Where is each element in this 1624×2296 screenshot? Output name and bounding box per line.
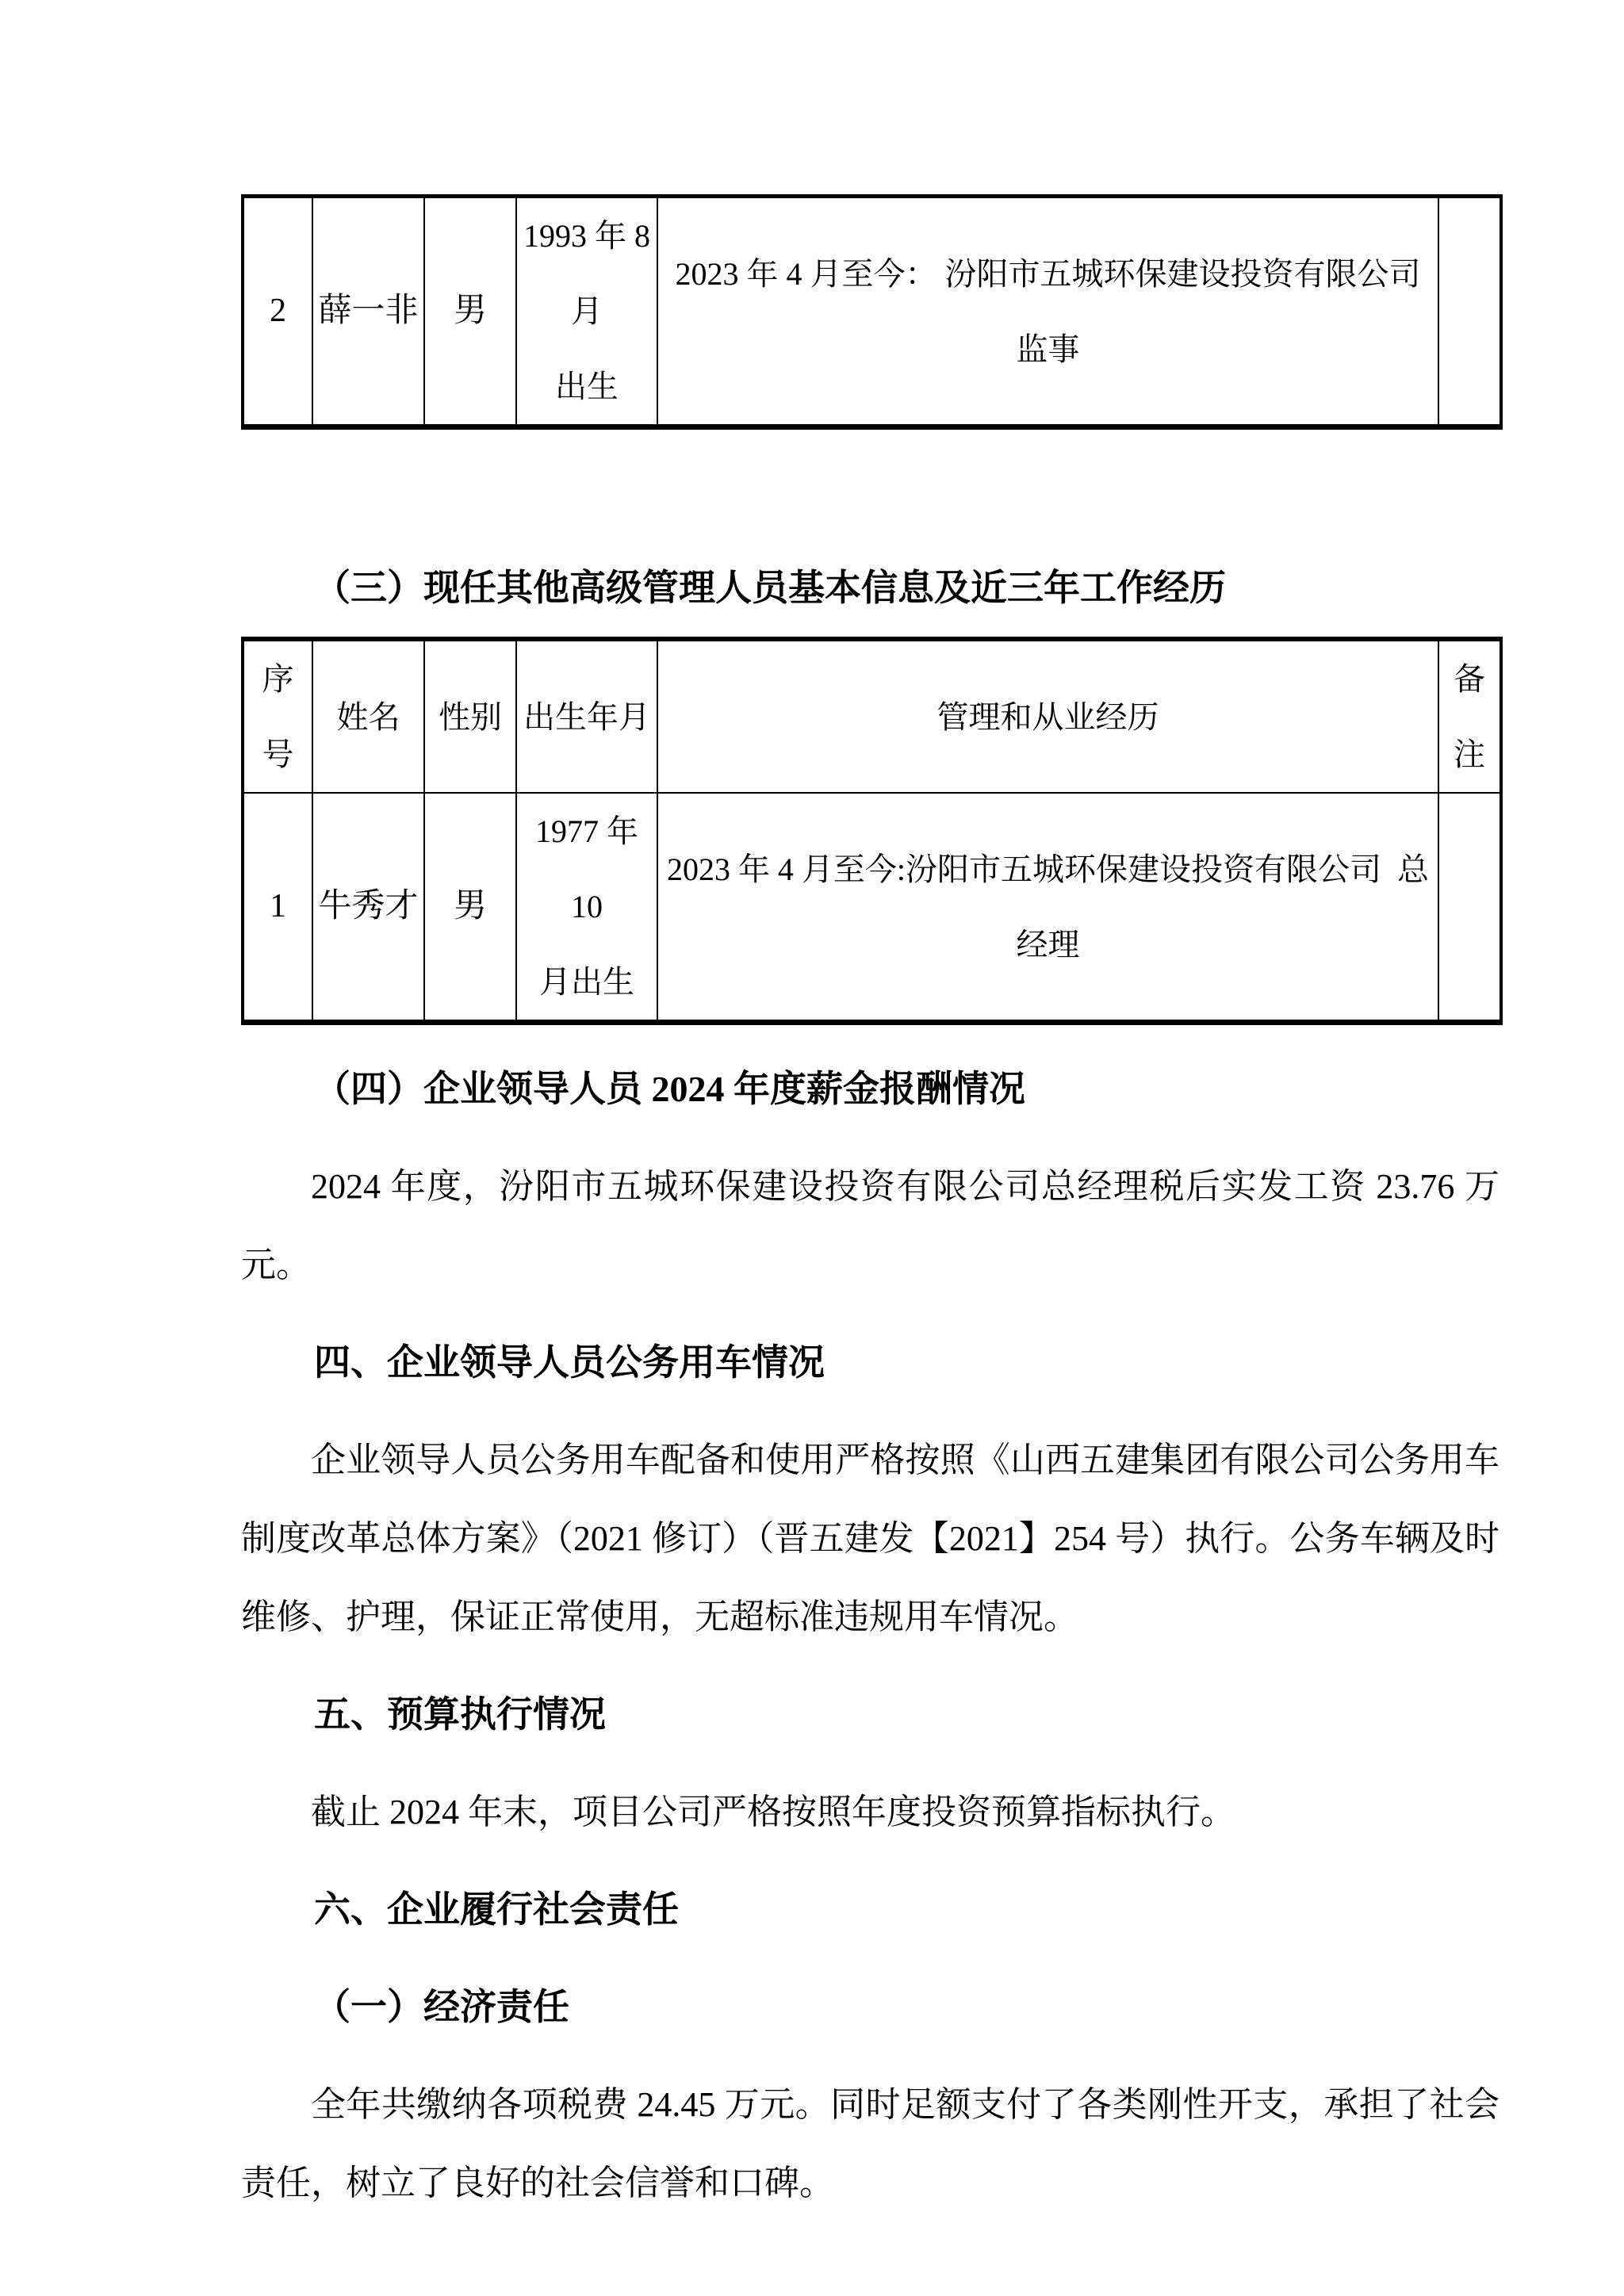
paragraph-salary: 2024 年度，汾阳市五城环保建设投资有限公司总经理税后实发工资 23.76 万元。 (241, 1167, 1500, 1284)
cell-seq: 1 (243, 793, 312, 1023)
paragraph-economic: 全年共缴纳各项税费 24.45 万元。同时足额支付了各类刚性开支，承担了社会责任，树立了良好的社会信誉和口碑。 (241, 2085, 1500, 2202)
birth-line-1: 1977 年 10 (535, 813, 638, 924)
cell-name: 牛秀才 (312, 793, 424, 1023)
table-header-row (243, 639, 1501, 793)
cell-seq: 2 (243, 197, 312, 427)
header-seq: 序号 (243, 639, 312, 793)
table-row (243, 197, 1501, 427)
cell-note (1438, 197, 1501, 427)
cell-birth (516, 793, 657, 1023)
document-content (241, 0, 1500, 2222)
header-birth: 出生年月 (516, 639, 657, 793)
continued-managers-table (241, 194, 1503, 430)
section-heading-vehicle: 四、企业领导人员公务用车情况 (314, 1342, 825, 1383)
cell-note (1438, 793, 1501, 1023)
birth-line-1: 1993 年 8 月 (523, 218, 650, 329)
cell-experience: 2023 年 4 月至今:汾阳市五城环保建设投资有限公司 总经理 (657, 793, 1438, 1023)
section-heading-economic: （一）经济责任 (314, 1987, 569, 2027)
section-heading-senior-managers: （三）现任其他高级管理人员基本信息及近三年工作经历 (314, 568, 1226, 608)
section-heading-budget: 五、预算执行情况 (314, 1694, 606, 1735)
cell-birth (516, 197, 657, 427)
senior-managers-table (241, 637, 1503, 1025)
birth-line-2: 出生 (555, 369, 619, 404)
table-row (243, 793, 1501, 1023)
birth-line-2: 月出生 (539, 964, 634, 1000)
paragraph-vehicle: 企业领导人员公务用车配备和使用严格按照《山西五建集团有限公司公务用车制度改革总体方案》（2021 修订）（晋五建发【2021】254 号）执行。公务车辆及时维修、护理，保证正常使用，无超标准违规用车情况。 (241, 1441, 1500, 1636)
header-note: 备注 (1438, 639, 1501, 793)
section-heading-salary: （四）企业领导人员 2024 年度薪金报酬情况 (314, 1069, 1025, 1109)
cell-gender: 男 (424, 197, 516, 427)
paragraph-budget: 截止 2024 年末，项目公司严格按照年度投资预算指标执行。 (311, 1793, 1235, 1831)
header-experience: 管理和从业经历 (657, 639, 1438, 793)
cell-name: 薛一非 (312, 197, 424, 427)
cell-gender: 男 (424, 793, 516, 1023)
header-gender: 性别 (424, 639, 516, 793)
header-name: 姓名 (312, 639, 424, 793)
section-heading-social: 六、企业履行社会责任 (314, 1889, 679, 1930)
cell-experience: 2023 年 4 月至今： 汾阳市五城环保建设投资有限公司 监事 (657, 197, 1438, 427)
